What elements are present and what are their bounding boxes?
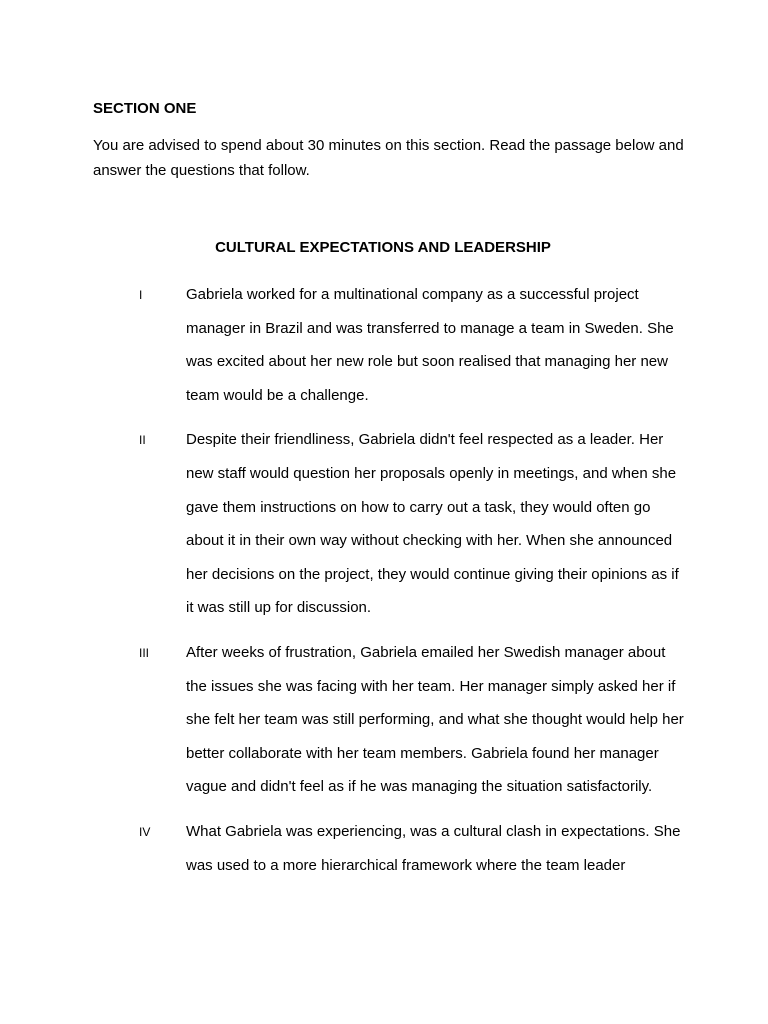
paragraph-3 bbox=[0, 636, 768, 804]
passage-body bbox=[0, 278, 768, 893]
paragraph-text: Despite their friendliness, Gabriela didn't feel respected as a leader. Her new staff would question her proposals openly in meetings, and when she gave them instructions on how to carry out a task, they would often go about it in their own way without checking with her. When she announced her decisions on the project, they would continue giving their opinions as if it was still up for discussion. bbox=[186, 431, 679, 617]
paragraph-numeral: I bbox=[139, 288, 143, 302]
paragraph-4 bbox=[0, 815, 768, 882]
section-instructions: You are advised to spend about 30 minutes on this section. Read the passage below and answer the questions that follow. bbox=[93, 137, 684, 179]
paragraph-1 bbox=[0, 278, 768, 412]
paragraph-2 bbox=[0, 423, 768, 625]
paragraph-text: After weeks of frustration, Gabriela emailed her Swedish manager about the issues she was facing with her team. Her manager simply asked her if she felt her team was still performing, and what she thought would help her better collaborate with her team members. Gabriela found her manager vague and didn't feel as if he was managing the situation satisfactorily. bbox=[186, 643, 684, 796]
paragraph-numeral: II bbox=[139, 433, 146, 448]
passage-title: CULTURAL EXPECTATIONS AND LEADERSHIP bbox=[215, 239, 551, 256]
paragraph-text: Gabriela worked for a multinational company as a successful project manager in Brazil and was transferred to manage a team in Sweden. She was excited about her new role but soon realised that managing her new team would be a challenge. bbox=[186, 286, 674, 404]
paragraph-numeral: III bbox=[139, 645, 150, 660]
section-heading: SECTION ONE bbox=[93, 100, 197, 117]
paragraph-numeral: IV bbox=[139, 824, 151, 839]
paragraph-text: What Gabriela was experiencing, was a cultural clash in expectations. She was used to a more hierarchical framework where the team leader bbox=[186, 822, 681, 874]
